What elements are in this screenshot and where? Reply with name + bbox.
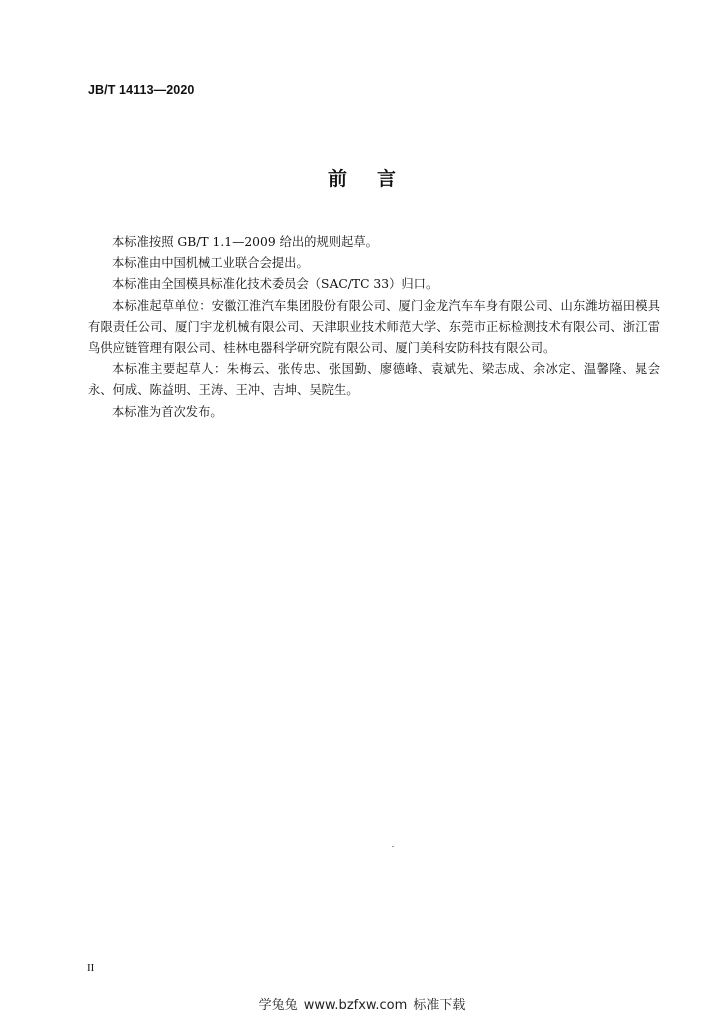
paragraph-main-drafters: 本标准主要起草人：朱梅云、张传忠、张国勤、廖德峰、袁斌先、梁志成、余冰定、温馨隆、晁会永、何成、陈益明、王涛、王冲、吉坤、吴院生。 [88, 362, 660, 398]
scan-speck [392, 846, 394, 847]
page-title: 前言 [327, 168, 426, 190]
paragraph-governing-committee: 本标准由全国模具标准化技术委员会（SAC/TC 33）归口。 [112, 277, 439, 292]
download-watermark: 学兔兔 www.bzfxw.com 标准下载 [258, 998, 466, 1013]
page-number: II [87, 962, 95, 974]
standard-number: JB/T 14113—2020 [88, 83, 195, 97]
paragraph-drafting-units: 本标准起草单位：安徽江淮汽车集团股份有限公司、厦门金龙汽车车身有限公司、山东潍坊福田模具有限责任公司、厦门宇龙机械有限公司、天津职业技术师范大学、东莞市正标检测技术有限公司、浙江雷鸟供应链管理有限公司、桂林电器科学研究院有限公司、厦门美科安防科技有限公司。 [88, 298, 660, 356]
paragraph-first-release: 本标准为首次发布。 [112, 404, 223, 419]
paragraph-proposer: 本标准由中国机械工业联合会提出。 [112, 256, 309, 271]
paragraph-drafting-rules: 本标准按照 GB/T 1.1—2009 给出的规则起草。 [112, 235, 378, 249]
foreword-body [88, 232, 660, 423]
